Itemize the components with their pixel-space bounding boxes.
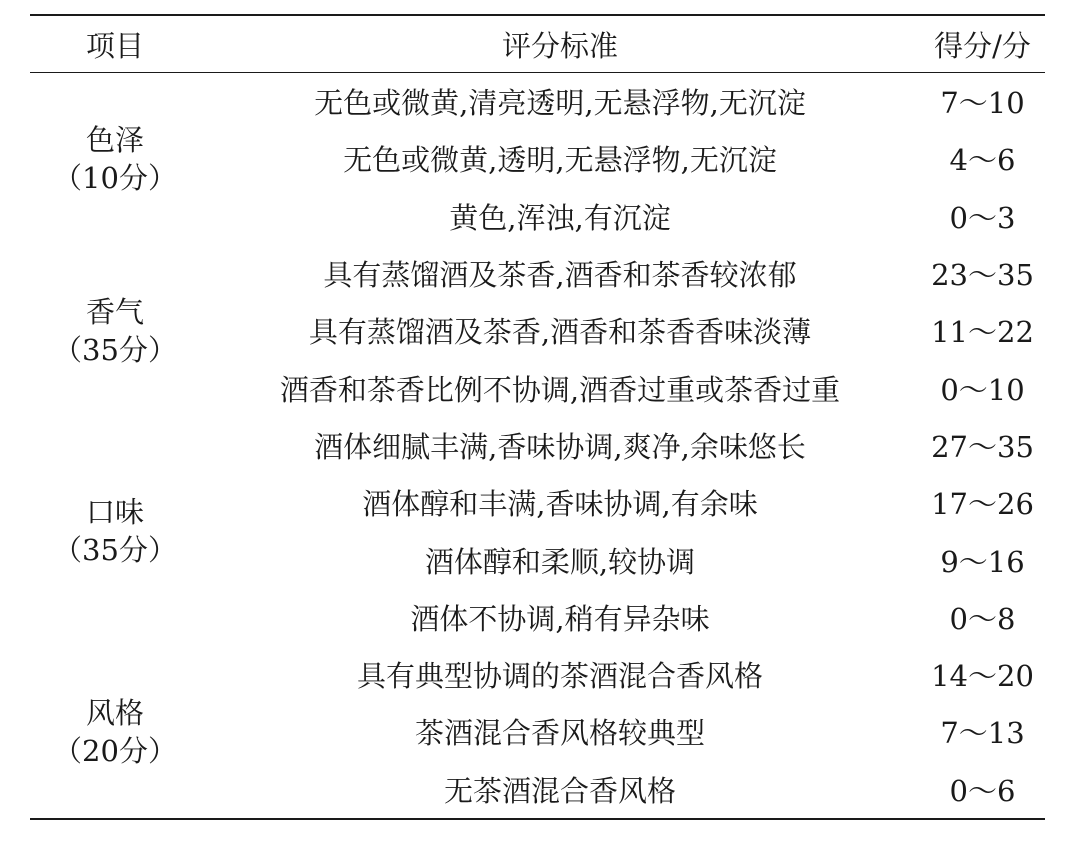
header-score: 得分/分 [934,28,1031,63]
score-cell: 11～22 [931,315,1034,350]
item-name: 口味 [85,495,144,530]
criteria-cell: 酒体醇和丰满,香味协调,有余味 [362,487,758,522]
item-name: 风格 [85,695,144,730]
criteria-cell: 无茶酒混合香风格 [443,773,676,808]
score-cell: 0～6 [949,773,1016,808]
score-cell: 0～10 [940,372,1025,407]
table-header-row [30,15,1045,73]
criteria-cell: 具有典型协调的茶酒混合香风格 [356,659,763,694]
item-cell-taste [30,417,200,646]
item-cell-color [30,73,200,245]
table-row [30,73,1045,131]
table-body [30,73,1045,819]
score-cell: 7～10 [940,86,1025,121]
score-cell: 7～13 [940,716,1025,751]
criteria-cell: 无色或微黄,透明,无悬浮物,无沉淀 [343,143,777,178]
table-row [30,646,1045,703]
criteria-cell: 酒体细腻丰满,香味协调,爽净,余味悠长 [314,429,806,464]
table-row [30,245,1045,302]
score-cell: 23～35 [931,258,1034,293]
criteria-cell: 黄色,浑浊,有沉淀 [449,200,671,235]
scoring-table [30,14,1045,820]
item-name: 色泽 [85,122,144,157]
criteria-cell: 茶酒混合香风格较典型 [414,716,705,751]
scoring-table-container [30,14,1045,820]
score-cell: 17～26 [931,487,1034,522]
score-cell: 0～8 [949,601,1016,636]
table-row [30,417,1045,474]
score-cell: 4～6 [949,143,1016,178]
score-cell: 27～35 [931,429,1034,464]
header-item: 项目 [85,28,144,63]
score-cell: 14～20 [931,659,1034,694]
criteria-cell: 酒香和茶香比例不协调,酒香过重或茶香过重 [279,372,841,407]
header-criteria: 评分标准 [501,28,618,63]
criteria-cell: 具有蒸馏酒及茶香,酒香和茶香较浓郁 [323,258,797,293]
item-points: （35分） [53,533,177,568]
item-points: （20分） [53,733,177,768]
criteria-cell: 酒体不协调,稍有异杂味 [410,601,710,636]
score-cell: 0～3 [949,200,1016,235]
item-cell-style [30,646,200,819]
criteria-cell: 无色或微黄,清亮透明,无悬浮物,无沉淀 [314,86,806,121]
item-name: 香气 [85,294,144,329]
item-points: （10分） [53,160,177,195]
criteria-cell: 具有蒸馏酒及茶香,酒香和茶香香味淡薄 [308,315,812,350]
item-points: （35分） [53,332,177,367]
score-cell: 9～16 [940,544,1025,579]
criteria-cell: 酒体醇和柔顺,较协调 [424,544,696,579]
item-cell-aroma [30,245,200,417]
